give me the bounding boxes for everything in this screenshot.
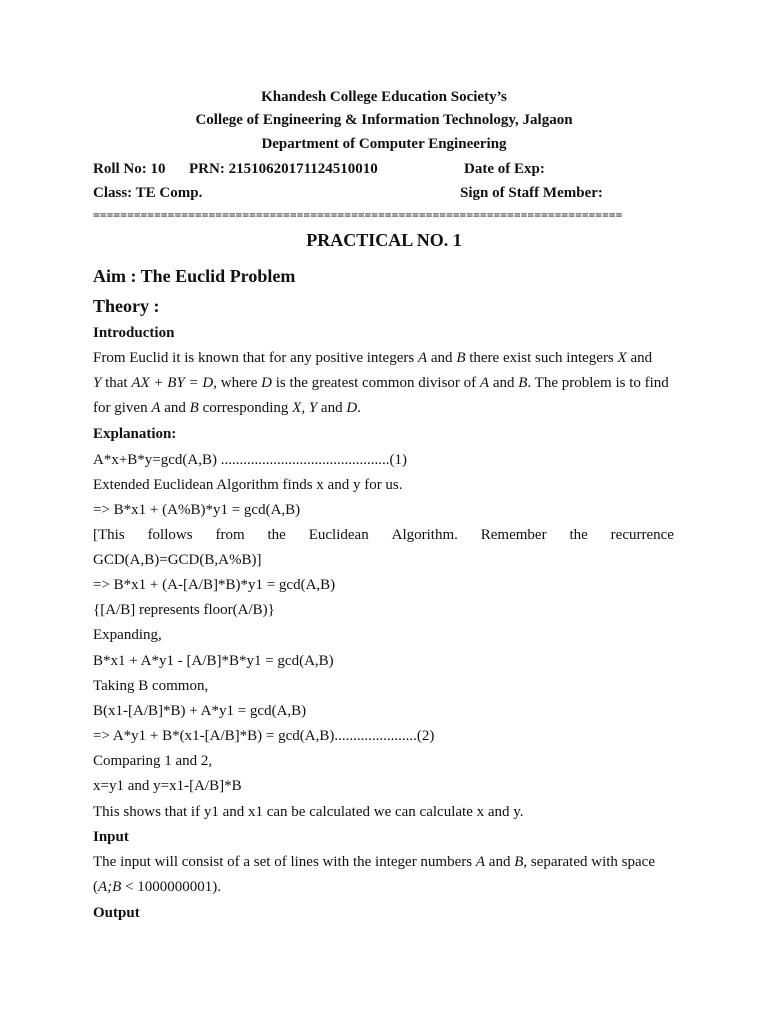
- aim-heading: Aim : The Euclid Problem: [93, 266, 296, 286]
- explanation-line: GCD(A,B)=GCD(B,A%B)]: [93, 552, 262, 568]
- explanation-line: => B*x1 + (A%B)*y1 = gcd(A,B): [93, 502, 301, 518]
- input-line-1: The input will consist of a set of lines with the integer numbers A and B, separated with space: [93, 854, 655, 870]
- explanation-heading: Explanation:: [93, 426, 177, 442]
- explanation-line: Comparing 1 and 2,: [93, 753, 213, 769]
- date-of-exp: Date of Exp:: [464, 161, 545, 177]
- explanation-line: {[A/B] represents floor(A/B)}: [93, 602, 275, 618]
- word: Remember: [480, 527, 547, 543]
- word: Euclidean: [308, 527, 369, 543]
- explanation-line: Extended Euclidean Algorithm finds x and y for us.: [93, 477, 403, 493]
- class-label: Class: TE Comp.: [93, 185, 203, 201]
- word: from: [215, 527, 245, 543]
- explanation-line-justified: [93, 526, 674, 544]
- explanation-line: Taking B common,: [93, 678, 209, 694]
- explanation-line: This shows that if y1 and x1 can be calculated we can calculate x and y.: [93, 804, 524, 820]
- practical-title: PRACTICAL NO. 1: [306, 230, 462, 250]
- explanation-line: B*x1 + A*y1 - [A/B]*B*y1 = gcd(A,B): [93, 653, 334, 669]
- roll-no: Roll No: 10: [93, 161, 166, 177]
- explanation-line: => A*y1 + B*(x1-[A/B]*B) = gcd(A,B)......................(2): [93, 728, 435, 744]
- explanation-line: Expanding,: [93, 627, 162, 643]
- word: the: [569, 527, 588, 543]
- intro-line-2: Y that AX + BY = D, where D is the greatest common divisor of A and B. The problem is to find: [93, 375, 669, 391]
- output-heading: Output: [93, 905, 140, 921]
- theory-heading: Theory :: [93, 296, 160, 316]
- college-name: College of Engineering & Information Technology, Jalgaon: [195, 112, 573, 128]
- explanation-line: => B*x1 + (A-[A/B]*B)*y1 = gcd(A,B): [93, 577, 336, 593]
- word: [This: [93, 527, 125, 543]
- input-heading: Input: [93, 829, 129, 845]
- intro-line-3: for given A and B corresponding X, Y and D.: [93, 400, 361, 416]
- sign-of-staff: Sign of Staff Member:: [460, 185, 603, 201]
- separator-line: ==============================================================================: [93, 208, 623, 222]
- department-name: Department of Computer Engineering: [261, 136, 507, 152]
- society-name: Khandesh College Education Society’s: [261, 89, 507, 105]
- prn: PRN: 21510620171124510010: [189, 161, 378, 177]
- word: the: [267, 527, 286, 543]
- input-line-2: (A;B < 1000000001).: [93, 879, 222, 895]
- explanation-line: B(x1-[A/B]*B) + A*y1 = gcd(A,B): [93, 703, 307, 719]
- explanation-line: x=y1 and y=x1-[A/B]*B: [93, 778, 242, 794]
- explanation-line: A*x+B*y=gcd(A,B) .............................................(1): [93, 452, 407, 468]
- word: recurrence: [610, 527, 674, 543]
- introduction-heading: Introduction: [93, 325, 175, 341]
- intro-line-1: From Euclid it is known that for any positive integers A and B there exist such integers X and: [93, 350, 653, 366]
- word: follows: [147, 527, 193, 543]
- word: Algorithm.: [391, 527, 458, 543]
